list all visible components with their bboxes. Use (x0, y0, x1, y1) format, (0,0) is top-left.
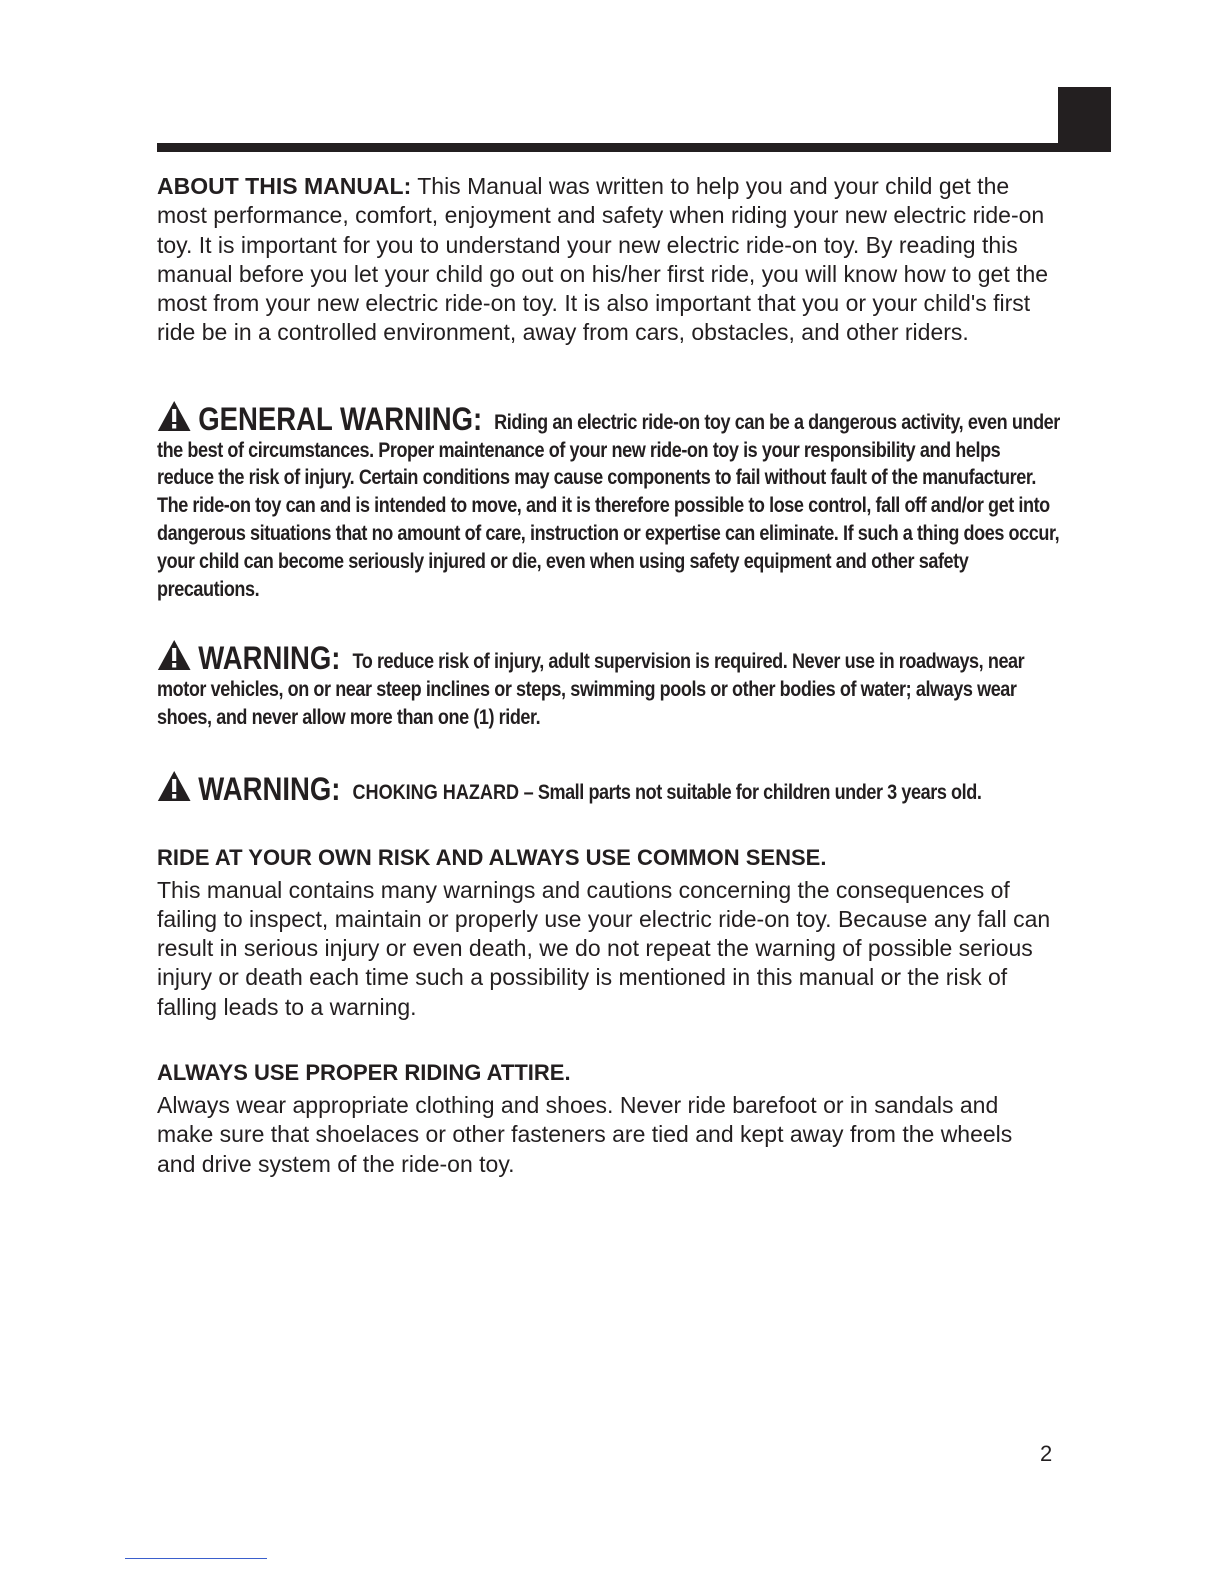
choking-warning-title: WARNING: (198, 770, 341, 807)
supervision-warning-block (157, 639, 1060, 731)
choking-warning-text: – Small parts not suitable for children under 3 years old. (519, 780, 982, 804)
page-number: 2 (1040, 1441, 1053, 1466)
about-manual-paragraph (157, 172, 1057, 348)
supervision-warning-text: To reduce risk of injury, adult supervision is required. Never use in roadways, near motor vehicles, on or near steep inclines or steps, swimming pools or other bodies of water; always wear shoes, and never allow more than one (1) rider. (157, 650, 1025, 729)
footer-link-underline (125, 1558, 267, 1559)
warning-triangle-icon (157, 639, 191, 671)
supervision-warning-title: WARNING: (198, 640, 341, 677)
about-manual-text: This Manual was written to help you and your child get the most performance, comfort, enjoyment and safety when riding your new electric ride-on toy. It is important for you to understand your new electric ride-on toy. By reading this manual before you let your child go out on his/her first ride, you will know how to get the most from your new electric ride-on toy. It is also important that you or your child's first ride be in a controlled environment, away from cars, obstacles, and other riders. (157, 173, 1049, 346)
general-warning-title: GENERAL WARNING: (198, 400, 483, 437)
choking-hazard-label: CHOKING HAZARD (352, 780, 520, 804)
warning-triangle-icon (157, 770, 191, 802)
general-warning-block (157, 400, 1060, 604)
about-manual-lead: ABOUT THIS MANUAL: (157, 173, 412, 199)
general-warning-text: Riding an electric ride-on toy can be a dangerous activity, even under the best of circumstances. Proper maintenance of your new ride-on toy is your responsibility and helps reduce the risk of injury. Certain conditions may cause components to fail without fault of the manufacturer. The ride-on toy can and is intended to move, and it is therefore possible to lose control, fall off and/or get into dangerous situations that no amount of care, instruction or expertise can eliminate. If such a thing does occur, your child can become seriously injured or die, even when using safety equipment and other safety precautions. (157, 410, 1060, 601)
warning-triangle-icon (157, 400, 191, 432)
ride-risk-heading: RIDE AT YOUR OWN RISK AND ALWAYS USE COMMON SENSE. (157, 844, 827, 870)
header-rule (157, 143, 1110, 152)
ride-risk-paragraph: This manual contains many warnings and cautions concerning the consequences of failing to inspect, maintain or properly use your electric ride-on toy. Because any fall can result in serious injury or even death, we do not repeat the warning of possible serious injury or death each time such a possibility is mentioned in this manual or the risk of falling leads to a warning. (157, 876, 1051, 1020)
attire-paragraph: Always wear appropriate clothing and shoes. Never ride barefoot or in sandals and make sure that shoelaces or other fasteners are tied and kept away from the wheels and drive system of the ride-on toy. (157, 1092, 1013, 1177)
attire-heading: ALWAYS USE PROPER RIDING ATTIRE. (157, 1060, 571, 1086)
page-content (157, 172, 1060, 1179)
choking-warning-block (157, 770, 1060, 807)
